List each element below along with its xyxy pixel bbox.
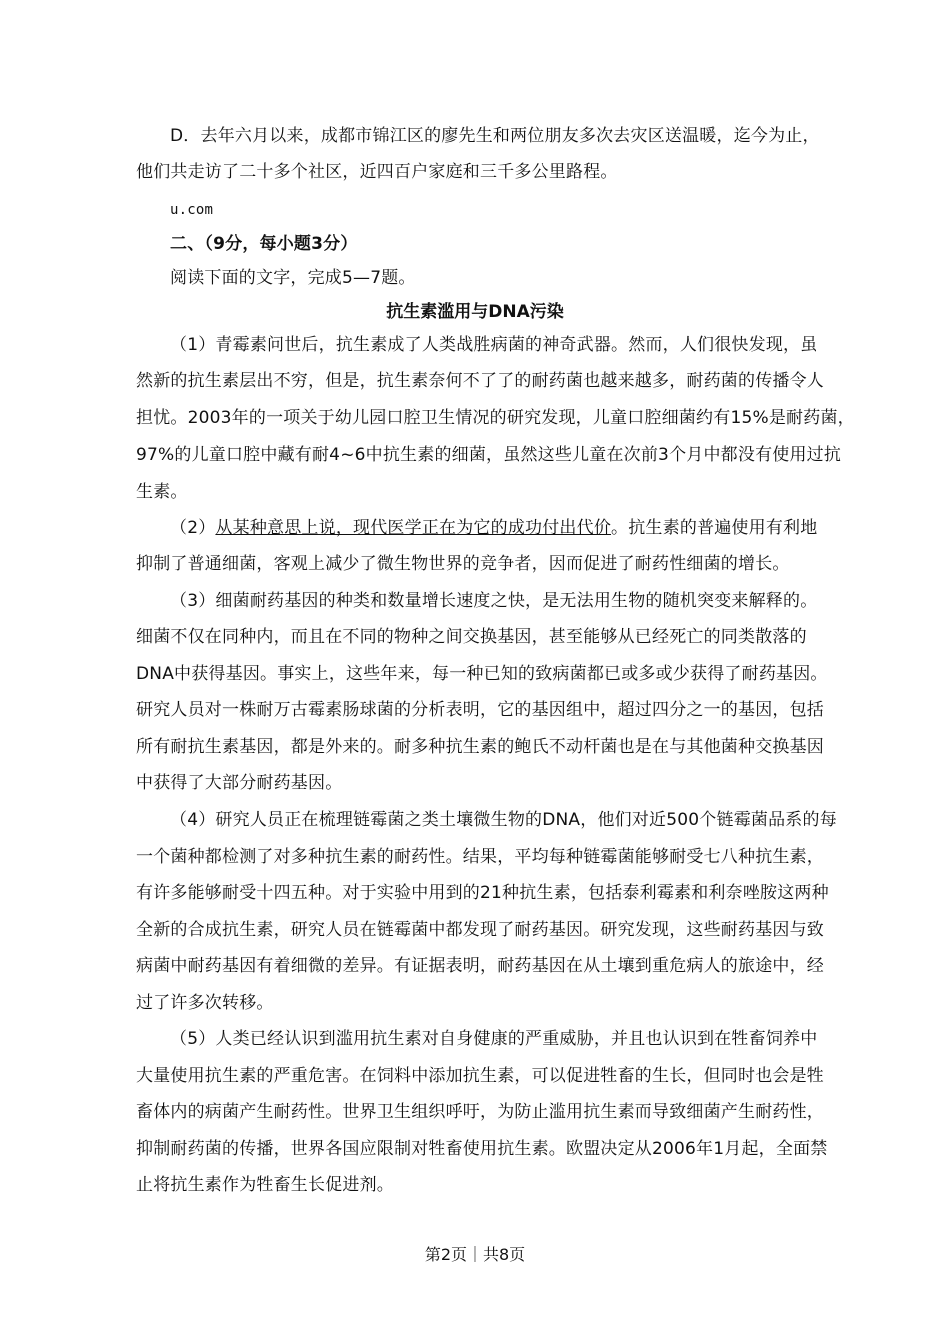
page-footer: 第2页｜共8页 (424, 1245, 526, 1264)
p3-line: 中获得了大部分耐药基因。 (136, 773, 343, 793)
p5-line: 抑制耐药菌的传播，世界各国应限制对牲畜使用抗生素。欧盟决定从2006年1月起，全面禁 (136, 1139, 828, 1159)
p1-line: 担忧。2003年的一项关于幼儿园口腔卫生情况的研究发现，儿童口腔细菌约有15%是耐药菌， (136, 408, 855, 428)
underlined-sentence: 从某种意思上说，现代医学正在为它的成功付出代价 (215, 518, 612, 538)
p5-line: 大量使用抗生素的严重危害。在饲料中添加抗生素，可以促进牲畜的生长，但同时也会是牲 (136, 1066, 824, 1086)
p3-line: 研究人员对一株耐万古霉素肠球菌的分析表明，它的基因组中，超过四分之一的基因，包括 (136, 700, 824, 720)
section-instruction: 阅读下面的文字，完成5—7题。 (170, 268, 416, 288)
p4-line: 一个菌种都检测了对多种抗生素的耐药性。结果，平均每种链霉菌能够耐受七八种抗生素， (136, 847, 824, 867)
p2-line-2: 抑制了普通细菌，客观上减少了微生物世界的竞争者，因而促进了耐药性细菌的增长。 (136, 554, 790, 574)
p5-line: 畜体内的病菌产生耐药性。世界卫生组织呼吁，为防止滥用抗生素而导致细菌产生耐药性， (136, 1102, 824, 1122)
p4-line: 过了许多次转移。 (136, 993, 274, 1013)
section-heading: 二、（9分，每小题3分） (170, 234, 358, 254)
p1-line: 生素。 (136, 482, 188, 502)
p4-line: 全新的合成抗生素，研究人员在链霉菌中都发现了耐药基因。研究发现，这些耐药基因与致 (136, 920, 824, 940)
option-d-line-1: D．去年六月以来，成都市锦江区的廖先生和两位朋友多次去灾区送温暖，迄今为止， (170, 126, 820, 146)
p5-line: （5）人类已经认识到滥用抗生素对自身健康的严重威胁，并且也认识到在牲畜饲养中 (170, 1029, 818, 1049)
p2-prefix: （2） (170, 518, 216, 538)
stray-text: u.com (170, 202, 214, 218)
p4-line: 有许多能够耐受十四五种。对于实验中用到的21种抗生素，包括泰利霉素和利奈唑胺这两种 (136, 883, 829, 903)
p1-line: 97%的儿童口腔中藏有耐4~6中抗生素的细菌，虽然这些儿童在次前3个月中都没有使用过抗 (136, 445, 842, 465)
p5-line: 止将抗生素作为牲畜生长促进剂。 (136, 1175, 394, 1195)
p3-line: 细菌不仅在同种内，而且在不同的物种之间交换基因，甚至能够从已经死亡的同类散落的 (136, 627, 807, 647)
p1-line: （1）青霉素问世后，抗生素成了人类战胜病菌的神奇武器。然而，人们很快发现，虽 (170, 335, 818, 355)
option-d-line-2: 他们共走访了二十多个社区，近四百户家庭和三千多公里路程。 (136, 162, 618, 182)
p4-line: （4）研究人员正在梳理链霉菌之类土壤微生物的DNA，他们对近500个链霉菌品系的每 (170, 810, 837, 830)
article-title: 抗生素滥用与DNA污染 (386, 302, 564, 322)
p2-line-1 (170, 516, 817, 540)
p3-line: （3）细菌耐药基因的种类和数量增长速度之快，是无法用生物的随机突变来解释的。 (170, 591, 818, 611)
p3-line: 所有耐抗生素基因，都是外来的。耐多种抗生素的鲍氏不动杆菌也是在与其他菌种交换基因 (136, 737, 824, 757)
p1-line: 然新的抗生素层出不穷，但是，抗生素奈何不了了的耐药菌也越来越多，耐药菌的传播令人 (136, 371, 824, 391)
p2-rest: 。抗生素的普遍使用有利地 (611, 518, 818, 538)
p4-line: 病菌中耐药基因有着细微的差异。有证据表明，耐药基因在从土壤到重危病人的旅途中，经 (136, 956, 824, 976)
p3-line: DNA中获得基因。事实上，这些年来，每一种已知的致病菌都已或多或少获得了耐药基因。 (136, 664, 828, 684)
